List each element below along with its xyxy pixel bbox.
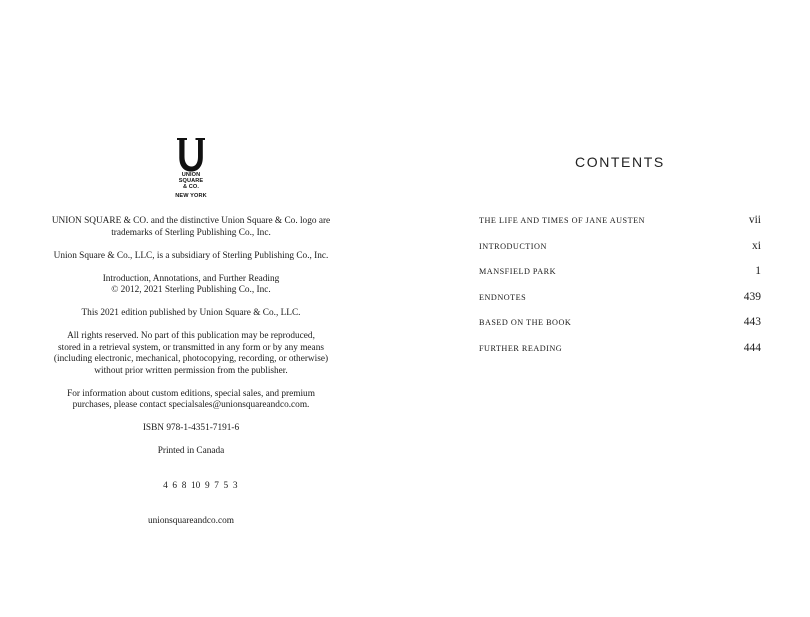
union-square-u-icon (175, 138, 207, 172)
toc-entry-label: BASED ON THE BOOK (479, 318, 572, 328)
subsidiary-notice (30, 251, 352, 263)
text-line: UNION SQUARE & CO. and the distinctive Union Square & Co. logo are (51, 216, 331, 226)
contents-title: CONTENTS (575, 154, 665, 170)
copyright-block (30, 216, 352, 539)
toc-entry-page: xi (752, 239, 761, 252)
text-line: This 2021 edition published by Union Square & Co., LLC. (81, 308, 301, 319)
text-line: Union Square & Co., LLC, is a subsidiary of Sterling Publishing Co., Inc. (53, 250, 329, 261)
text-line: (including electronic, mechanical, photocopying, recording, or otherwise) (53, 354, 329, 365)
publisher-logo (166, 138, 216, 204)
toc-entry (479, 316, 761, 342)
rights-notice (30, 331, 352, 377)
toc-entry (479, 291, 761, 317)
toc-entry (479, 265, 761, 291)
text-line: without prior written permission from the publisher. (94, 365, 288, 376)
text-line: © 2012, 2021 Sterling Publishing Co., Inc. (111, 285, 271, 296)
text-line: Introduction, Annotations, and Further Reading (102, 273, 280, 284)
sales-notice (30, 389, 352, 412)
copyright-notice (30, 274, 352, 297)
edition-notice (30, 308, 352, 320)
publisher-website (30, 516, 352, 528)
toc-entry-page: vii (748, 214, 761, 226)
text-line: For information about custom editions, special sales, and premium (67, 388, 315, 399)
printed-in (30, 446, 352, 458)
logo-city: NEW YORK (175, 193, 207, 199)
text-line: unionsquareandco.com (148, 515, 234, 526)
text-line: ISBN 978-1-4351-7191-6 (142, 423, 240, 434)
logo-text-line: UNION (181, 172, 201, 178)
toc-entry-page: 439 (743, 290, 761, 303)
printing-line (30, 469, 352, 504)
toc-entry-label: ENDNOTES (479, 292, 527, 302)
toc-entry-page: 443 (743, 316, 761, 329)
text-line: Printed in Canada (157, 446, 225, 457)
toc-entry-label: MANSFIELD PARK (479, 267, 556, 277)
toc-entry-page: 1 (755, 265, 761, 278)
toc-entry (479, 342, 761, 368)
isbn (30, 423, 352, 435)
toc-entry-label: THE LIFE AND TIMES OF JANE AUSTEN (479, 216, 646, 225)
toc-entry-page: 444 (743, 341, 761, 354)
logo-text-line: SQUARE (178, 178, 204, 184)
toc-entry (479, 240, 761, 266)
table-of-contents (479, 214, 761, 368)
logo-text-line: & CO. (182, 184, 200, 190)
toc-entry-label: INTRODUCTION (479, 241, 547, 251)
text-line: trademarks of Sterling Publishing Co., Inc. (111, 227, 271, 238)
text-line: 4 6 8 10 9 7 5 3 (163, 481, 238, 492)
text-line: All rights reserved. No part of this publication may be reproduced, (67, 331, 315, 342)
toc-entry-label: FURTHER READING (479, 343, 563, 353)
text-line: purchases, please contact specialsales@unionsquareandco.com. (72, 400, 310, 411)
contents-page (405, 0, 810, 617)
text-line: stored in a retrieval system, or transmitted in any form or by any means (58, 342, 324, 353)
toc-entry (479, 214, 761, 240)
trademark-notice (30, 216, 352, 239)
